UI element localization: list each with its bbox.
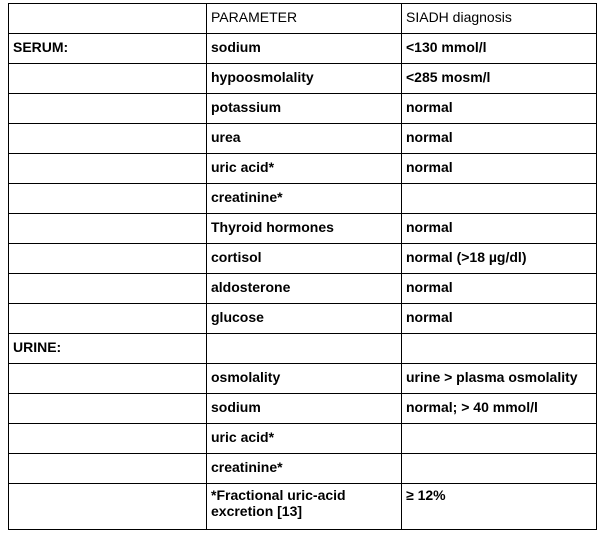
value-cell: normal [402,124,597,154]
value-cell [402,334,597,364]
table-row [9,484,597,530]
table-row [9,424,597,454]
section-cell: URINE: [9,334,207,364]
parameter-cell: sodium [207,394,402,424]
parameter-cell: cortisol [207,244,402,274]
section-cell [9,394,207,424]
value-cell [402,184,597,214]
table-body [9,4,597,530]
section-cell [9,274,207,304]
section-cell [9,124,207,154]
table-row [9,124,597,154]
section-cell [9,64,207,94]
parameter-cell: urea [207,124,402,154]
table-row [9,274,597,304]
parameter-cell: creatinine* [207,184,402,214]
value-cell: <285 mosm/l [402,64,597,94]
value-cell: normal [402,94,597,124]
table-row [9,304,597,334]
section-cell [9,424,207,454]
value-cell: normal [402,214,597,244]
section-cell [9,184,207,214]
parameter-cell: aldosterone [207,274,402,304]
parameter-cell: uric acid* [207,154,402,184]
table-row [9,214,597,244]
parameter-cell: hypoosmolality [207,64,402,94]
value-cell: ≥ 12% [402,484,597,530]
value-cell [402,454,597,484]
table-row [9,154,597,184]
section-cell [9,304,207,334]
parameter-cell: glucose [207,304,402,334]
table-row [9,244,597,274]
value-cell: normal [402,274,597,304]
parameter-cell: *Fractional uric-acid excretion [13] [207,484,402,530]
siadh-diagnosis-table [8,3,597,530]
value-cell: normal (>18 µg/dl) [402,244,597,274]
value-cell: normal [402,304,597,334]
section-cell [9,214,207,244]
header-cell-empty [9,4,207,34]
table-row [9,394,597,424]
value-cell [402,424,597,454]
header-cell-siadh-diagnosis: SIADH diagnosis [402,4,597,34]
table-row [9,364,597,394]
table-row [9,34,597,64]
parameter-cell: sodium [207,34,402,64]
value-cell: urine > plasma osmolality [402,364,597,394]
table-row [9,94,597,124]
header-row [9,4,597,34]
section-cell: SERUM: [9,34,207,64]
parameter-cell: potassium [207,94,402,124]
parameter-cell [207,334,402,364]
section-cell [9,484,207,530]
table-row [9,64,597,94]
parameter-cell: uric acid* [207,424,402,454]
parameter-cell: Thyroid hormones [207,214,402,244]
section-cell [9,244,207,274]
parameter-cell: osmolality [207,364,402,394]
table-row [9,184,597,214]
header-cell-parameter: PARAMETER [207,4,402,34]
table-row [9,334,597,364]
section-cell [9,94,207,124]
value-cell: <130 mmol/l [402,34,597,64]
section-cell [9,454,207,484]
parameter-cell: creatinine* [207,454,402,484]
value-cell: normal; > 40 mmol/l [402,394,597,424]
section-cell [9,154,207,184]
value-cell: normal [402,154,597,184]
table-row [9,454,597,484]
section-cell [9,364,207,394]
